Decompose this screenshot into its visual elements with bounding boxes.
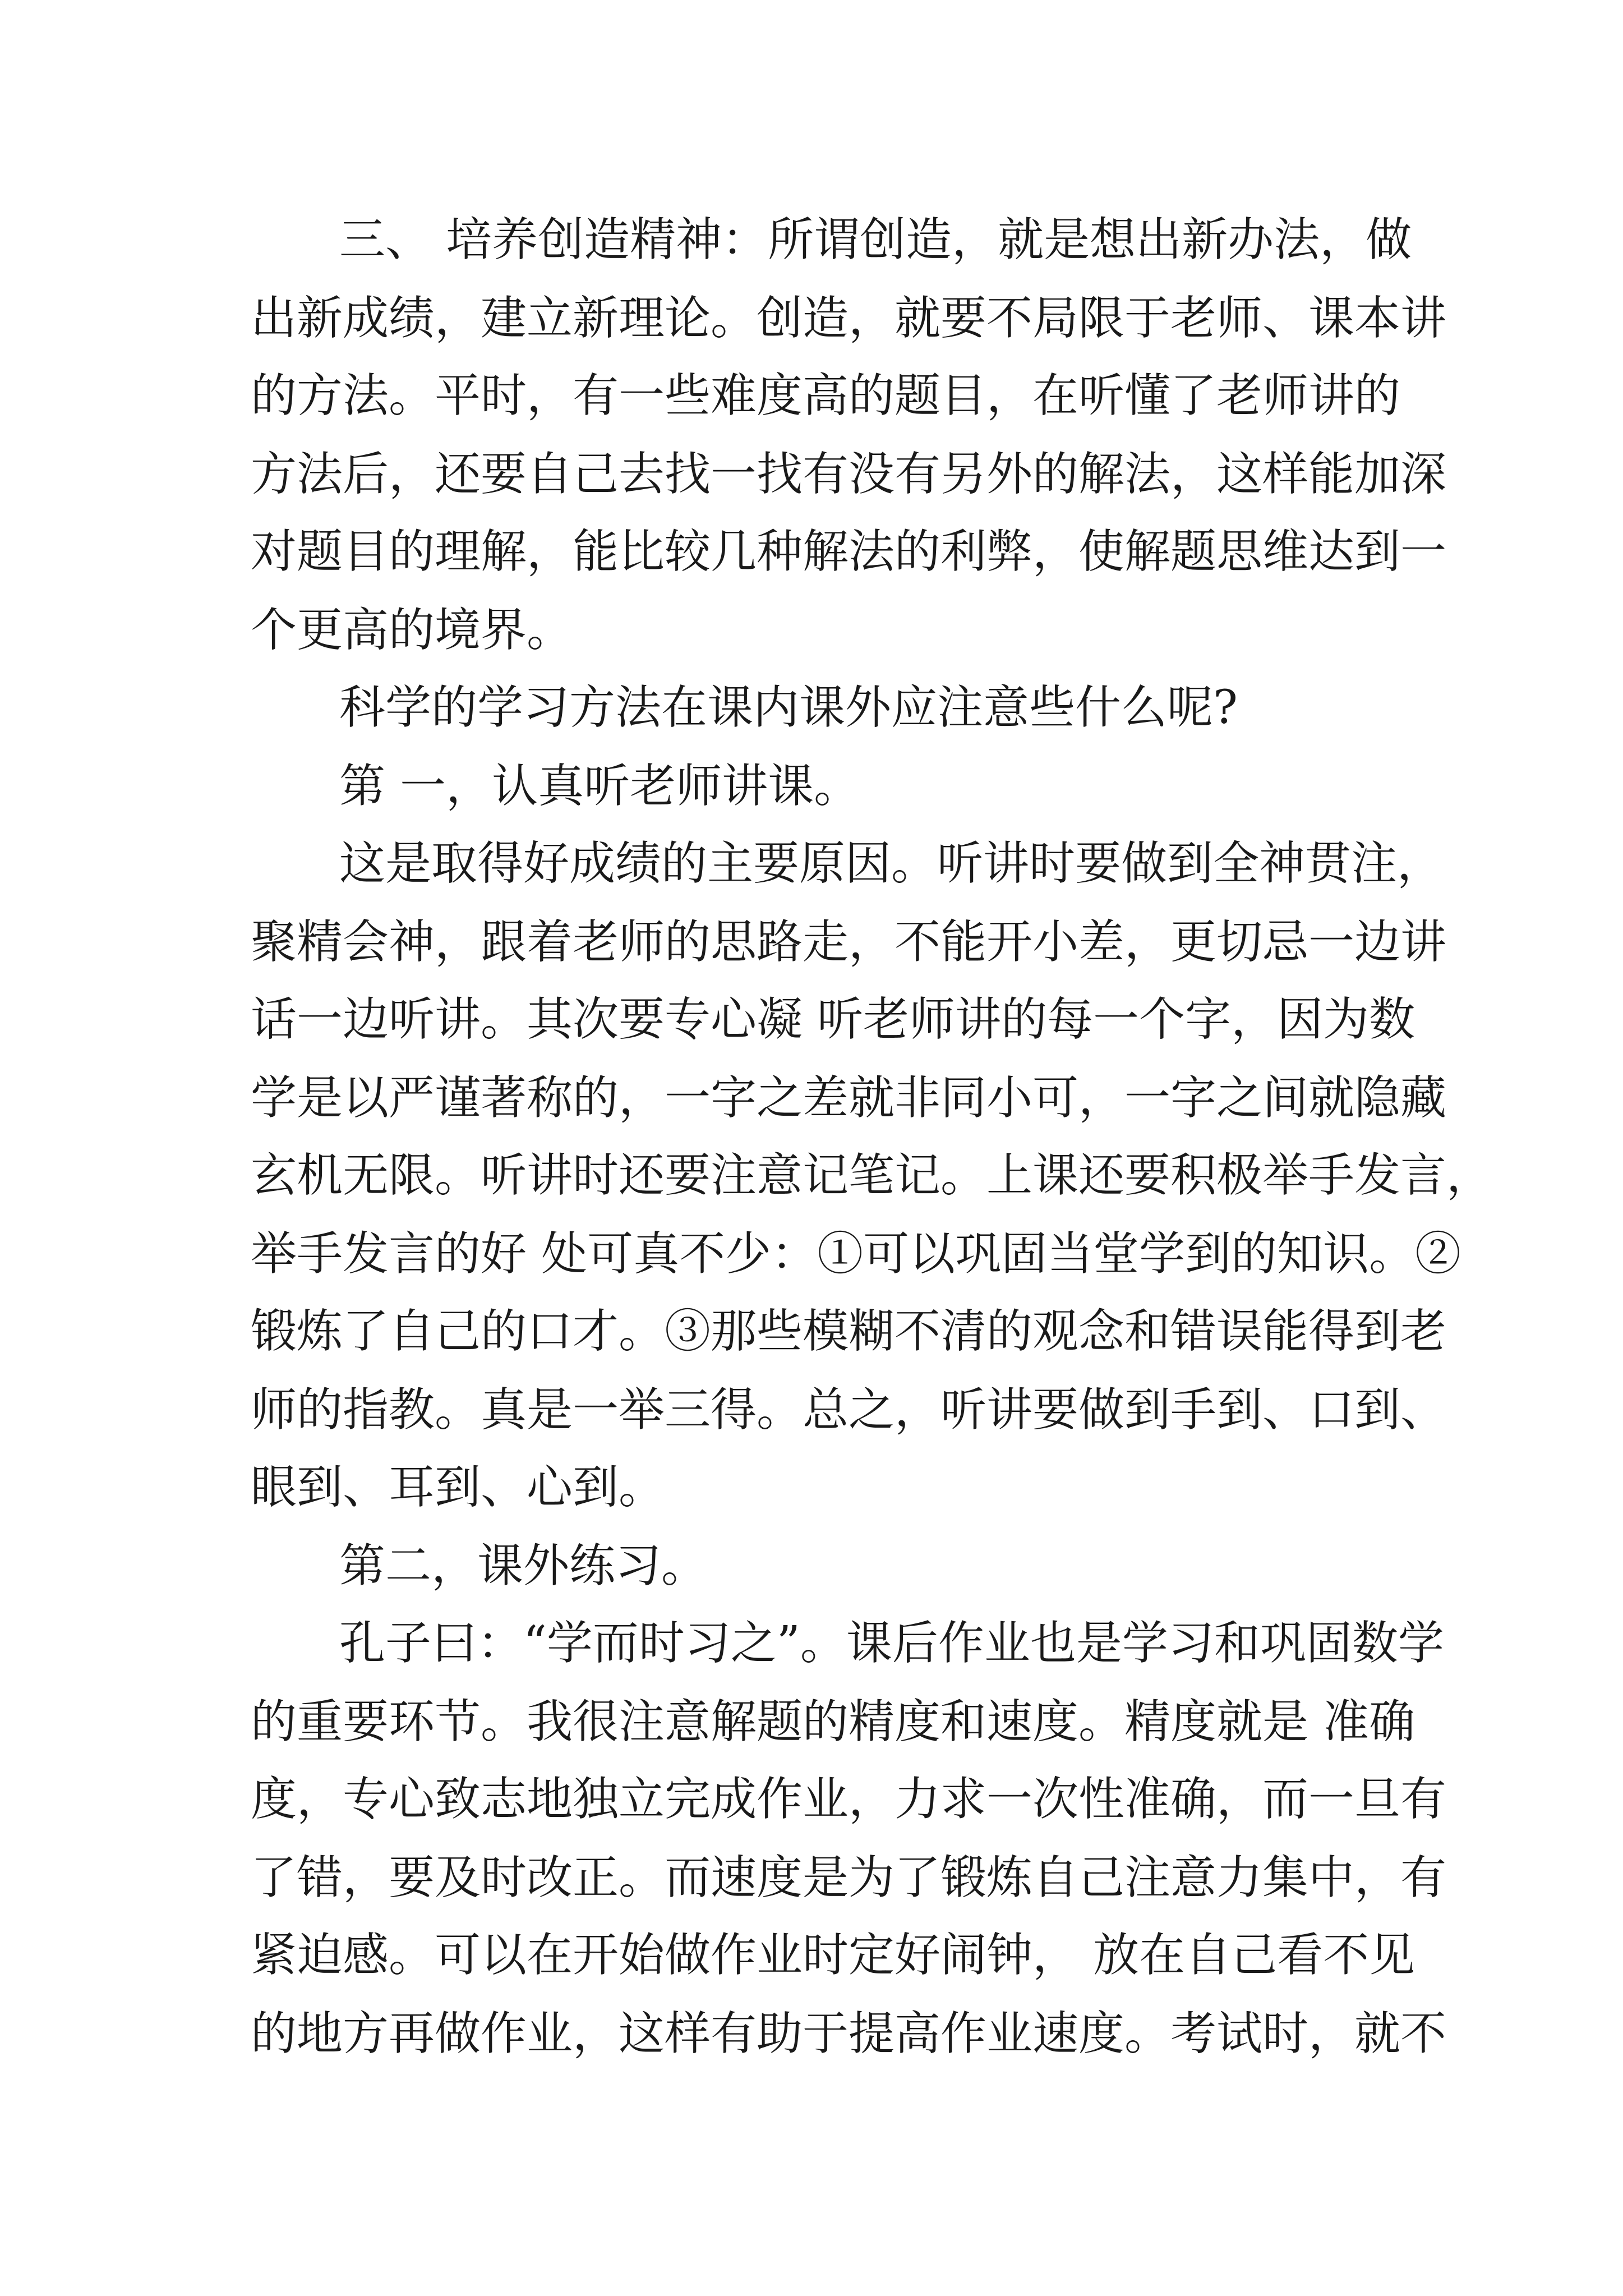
paragraph-line: 方法后，还要自己去找一找有没有另外的解法，这样能加深: [251, 448, 1447, 501]
paragraph-line: 三、 培养创造精神：所谓创造，就是想出新办法，做: [339, 213, 1412, 266]
paragraph-line: 的地方再做作业，这样有助于提高作业速度。考试时，就不: [251, 2007, 1447, 2060]
paragraph-line: 的重要环节。我很注意解题的精度和速度。精度就是 准确: [251, 1695, 1415, 1749]
paragraph-line: 锻炼了自己的口才。③那些模糊不清的观念和错误能得到老: [251, 1305, 1447, 1358]
paragraph-line: 玄机无限。听讲时还要注意记笔记。上课还要积极举手发言，: [251, 1149, 1493, 1202]
paragraph-line: 了错，要及时改正。而速度是为了锻炼自己注意力集中，有: [251, 1851, 1447, 1904]
paragraph-line: 眼到、耳到、心到。: [251, 1461, 665, 1514]
paragraph-line: 这是取得好成绩的主要原因。听讲时要做到全神贯注，: [339, 837, 1444, 890]
paragraph-line: 度，专心致志地独立完成作业，力求一次性准确，而一旦有: [251, 1773, 1447, 1826]
paragraph-line: 出新成绩，建立新理论。创造，就要不局限于老师、课本讲: [251, 292, 1447, 345]
paragraph-line: 个更高的境界。: [251, 604, 573, 657]
paragraph-line: 的方法。平时，有一些难度高的题目，在听懂了老师讲的: [251, 369, 1401, 422]
paragraph-line: 学是以严谨著称的，一字之差就非同小可，一字之间就隐藏: [251, 1071, 1447, 1125]
paragraph-line: 紧迫感。可以在开始做作业时定好闹钟， 放在自己看不见: [251, 1929, 1415, 1982]
paragraph-line: 师的指教。真是一举三得。总之，听讲要做到手到、口到、: [251, 1383, 1447, 1437]
section-heading: 第 一，认真听老师讲课。: [339, 760, 860, 813]
paragraph-line: 孔子曰：“学而时习之”。课后作业也是学习和巩固数学: [339, 1617, 1444, 1670]
paragraph-line: 聚精会神，跟着老师的思路走，不能开小差，更切忌一边讲: [251, 915, 1447, 969]
paragraph-line: 举手发言的好 处可真不少：①可以巩固当堂学到的知识。②: [251, 1227, 1461, 1281]
section-heading: 第二，课外练习。: [339, 1539, 708, 1593]
paragraph-line: 话一边听讲。其次要专心凝 听老师讲的每一个字，因为数: [251, 993, 1415, 1046]
paragraph-line: 对题目的理解，能比较几种解法的利弊，使解题思维达到一: [251, 525, 1447, 578]
paragraph-line: 科学的学习方法在课内课外应注意些什么呢?: [339, 681, 1238, 734]
